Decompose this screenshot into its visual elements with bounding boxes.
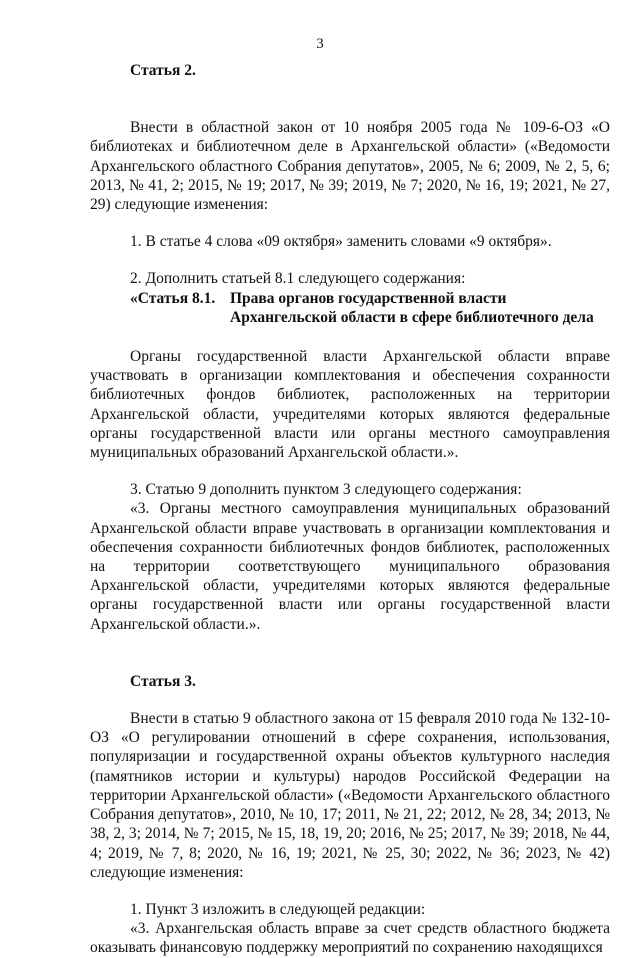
new-article-title: Права органов государственной власти Архангельской области в сфере библиотечного дела [230,289,594,326]
article-3-heading: Статья 3. [130,672,196,690]
new-article-text: Органы государственной власти Архангельской области вправе участвовать в организации комплектования и обеспечения сохранности библиотечных фондов библиотек, расположенных на территории Архангельской области, учредителями которых являются федеральные органы государственной власти или органы местного самоуправления муниципальных образований Архангельской области.». [90,348,610,462]
new-article-heading [90,289,610,327]
page-number: 3 [316,36,324,52]
article-2-heading: Статья 2. [130,62,196,79]
spacer [90,462,610,480]
spacer [90,251,610,269]
article-3-item-1: 1. Пункт 3 изложить в следующей редакции: [130,900,426,918]
spacer [90,634,610,672]
article-2-item-3-text: «3. Органы местного самоуправления муниципальных образований Архангельской области вправе участвовать в организации комплектования и обеспечения сохранности библиотечных фондов библиотек, расположенных на территории соответствующего муниципального образования Архангельской области, учредителями которых являются федеральные органы государственной власти или органы государственной власти Архангельской области.». [90,500,610,633]
spacer [90,80,610,118]
article-3-item-1-text: «3. Архангельская область вправе за счет средств областного бюджета оказывать финансовую поддержку мероприятий по сохранению находящихся [90,920,610,957]
article-2-item-1: 1. В статье 4 слова «09 октября» заменить словами «9 октября». [130,233,552,251]
article-2-item-2: 2. Дополнить статьей 8.1 следующего содержания: [130,270,466,288]
spacer [90,214,610,232]
spacer [90,882,610,900]
new-article-number: «Статья 8.1. [130,289,216,307]
document-body [90,61,610,958]
spacer [90,691,610,709]
article-3-intro: Внести в статью 9 областного закона от 15 февраля 2010 года № 132-10-ОЗ «О регулировании отношений в сфере сохранения, использования, популяризации и государственной охраны объектов культурного наследия (памятников истории и культуры) народов Российской Федерации на территории Архангельской области» («Ведомости Архангельского областного Собрания депутатов», 2010, № 10, 17; 2011, № 21, 22; 2012, № 28, 34; 2013, № 38, 2, 3; 2014, № 7; 2015, № 15, 18, 19, 20; 2016, № 25; 2017, № 39; 2018, № 44, 4; 2019, № 7, 8; 2020, № 16, 19; 2021, № 25, 30; 2022, № 36; 2023, № 42) следующие изменения: [90,710,610,881]
spacer [90,327,610,347]
article-2-item-3: 3. Статью 9 дополнить пунктом 3 следующего содержания: [130,481,522,499]
article-2-intro: Внести в областной закон от 10 ноября 2005 года № 109-6-ОЗ «О библиотеках и библиотечном деле в Архангельской области» («Ведомости Архангельского областного Собрания депутатов», 2005, № 6; 2009, № 2, 5, 6; 2013, № 41, 2; 2015, № 19; 2017, № 39; 2019, № 7; 2020, № 16, 19; 2021, № 27, 29) следующие изменения: [90,119,610,214]
